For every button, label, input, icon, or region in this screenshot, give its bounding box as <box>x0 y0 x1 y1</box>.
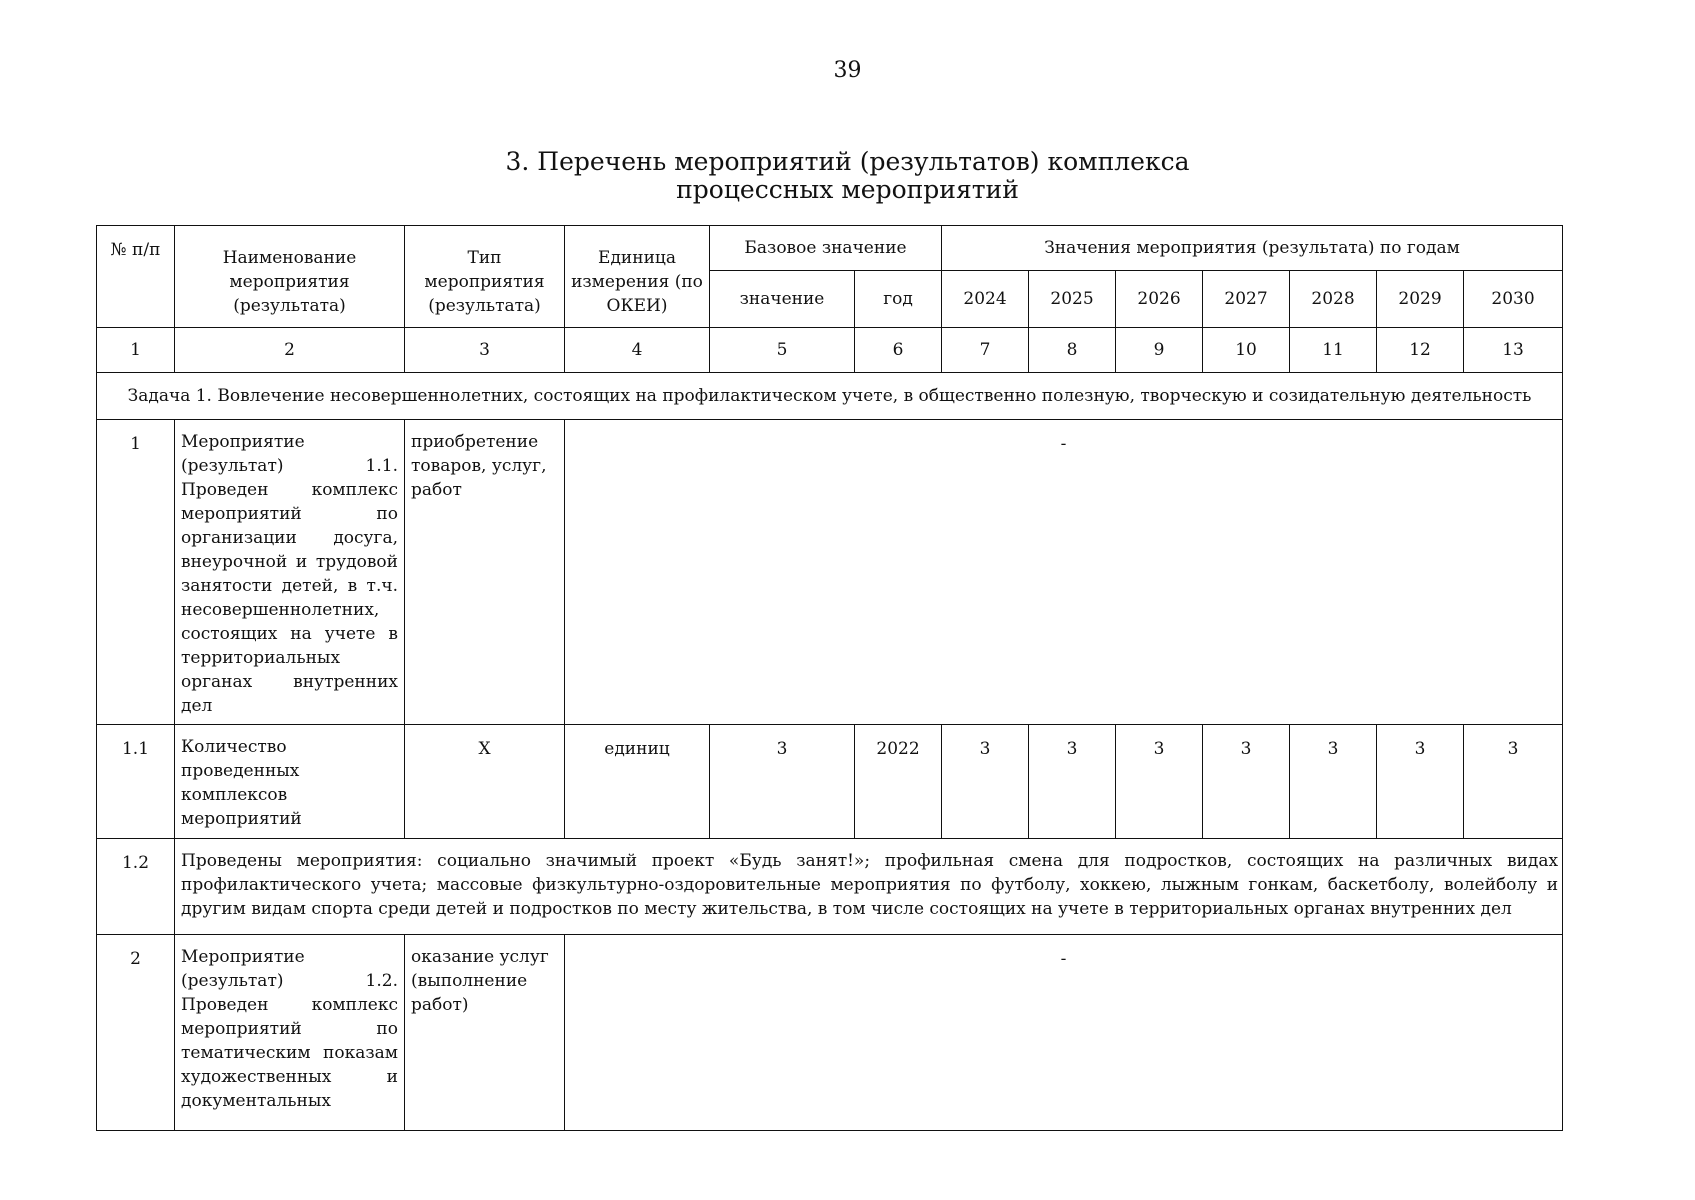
column-number: 12 <box>1377 328 1464 373</box>
header-year: 2028 <box>1290 271 1377 328</box>
header-name: Наименование мероприятия (результата) <box>175 226 405 328</box>
table-row-1-1 <box>97 725 1563 839</box>
row-2-type: оказание услуг (выполнение работ) <box>405 935 565 1131</box>
header-year: 2029 <box>1377 271 1464 328</box>
row-1-1-value: 3 <box>1290 725 1377 839</box>
row-1-1-name: Количество проведенных комплексов мероприятий <box>175 725 405 839</box>
row-1-1-num: 1.1 <box>97 725 175 839</box>
column-number: 11 <box>1290 328 1377 373</box>
header-num: № п/п <box>97 226 175 328</box>
row-1-name: Мероприятие (результат) 1.1. Проведен комплекс мероприятий по организации досуга, внеурочной и трудовой занятости детей, в т.ч. несовершеннолетних, состоящих на учете в территориальных органах внутренних дел <box>175 420 405 725</box>
column-number: 10 <box>1203 328 1290 373</box>
header-base: Базовое значение <box>710 226 942 271</box>
header-unit: Единица измерения (по ОКЕИ) <box>565 226 710 328</box>
measures-table <box>96 225 1563 1131</box>
row-1-2-num: 1.2 <box>97 839 175 935</box>
header-year: 2027 <box>1203 271 1290 328</box>
header-base-year: год <box>855 271 942 328</box>
header-row-1 <box>97 226 1563 271</box>
header-year: 2024 <box>942 271 1029 328</box>
section-title <box>0 148 1695 204</box>
task-1-text: Задача 1. Вовлечение несовершеннолетних, состоящих на профилактическом учете, в общественно полезную, творческую и созидательную деятельность <box>97 373 1563 420</box>
column-number: 2 <box>175 328 405 373</box>
header-year: 2025 <box>1029 271 1116 328</box>
column-number: 7 <box>942 328 1029 373</box>
header-base-value: значение <box>710 271 855 328</box>
row-2-dash: - <box>565 935 1563 1131</box>
column-number: 3 <box>405 328 565 373</box>
row-1-type: приобретение товаров, услуг, работ <box>405 420 565 725</box>
header-type: Тип мероприятия (результата) <box>405 226 565 328</box>
row-2-num: 2 <box>97 935 175 1131</box>
table-row-1-2 <box>97 839 1563 935</box>
section-title-line2: процессных мероприятий <box>676 175 1019 204</box>
header-year: 2026 <box>1116 271 1203 328</box>
row-2-name: Мероприятие (результат) 1.2. Проведен комплекс мероприятий по тематическим показам художественных и документальных <box>175 935 405 1131</box>
row-1-1-base-value: 3 <box>710 725 855 839</box>
table-row-1 <box>97 420 1563 725</box>
page-number: 39 <box>833 58 862 83</box>
row-1-1-value: 3 <box>1116 725 1203 839</box>
column-number-row <box>97 328 1563 373</box>
task-row <box>97 373 1563 420</box>
column-number: 4 <box>565 328 710 373</box>
row-1-1-type: X <box>405 725 565 839</box>
row-1-1-value: 3 <box>942 725 1029 839</box>
column-number: 5 <box>710 328 855 373</box>
row-1-1-value: 3 <box>1464 725 1563 839</box>
header-year: 2030 <box>1464 271 1563 328</box>
row-1-dash: - <box>565 420 1563 725</box>
row-1-2-text: Проведены мероприятия: социально значимый проект «Будь занят!»; профильная смена для подростков, состоящих на различных видах профилактического учета; массовые физкультурно-оздоровительные мероприятия по футболу, хоккею, лыжным гонкам, баскетболу, волейболу и другим видам спорта среди детей и подростков по месту жительства, в том числе состоящих на учете в территориальных органах внутренних дел <box>175 839 1563 935</box>
column-number: 13 <box>1464 328 1563 373</box>
row-1-1-base-year: 2022 <box>855 725 942 839</box>
section-title-line1: 3. Перечень мероприятий (результатов) комплекса <box>505 147 1190 176</box>
column-number: 6 <box>855 328 942 373</box>
header-values-by-year: Значения мероприятия (результата) по годам <box>942 226 1563 271</box>
row-1-1-value: 3 <box>1377 725 1464 839</box>
column-number: 9 <box>1116 328 1203 373</box>
row-1-num: 1 <box>97 420 175 725</box>
row-1-1-value: 3 <box>1029 725 1116 839</box>
row-1-1-unit: единиц <box>565 725 710 839</box>
column-number: 8 <box>1029 328 1116 373</box>
column-number: 1 <box>97 328 175 373</box>
row-1-1-value: 3 <box>1203 725 1290 839</box>
table-row-2 <box>97 935 1563 1131</box>
